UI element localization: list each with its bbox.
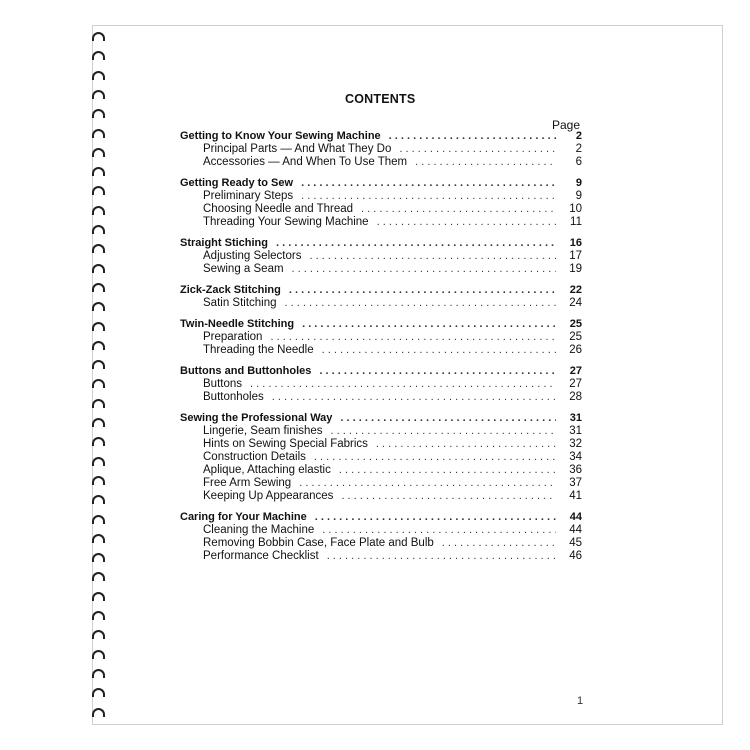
toc-section: [180, 177, 582, 229]
section-entry: [180, 250, 582, 263]
section-entry: [180, 263, 582, 276]
dot-leader: [301, 190, 556, 203]
dot-leader: [270, 331, 556, 344]
dot-leader: [339, 464, 556, 477]
entry-page-number: 36: [569, 464, 582, 476]
entry-page-number: 34: [569, 451, 582, 463]
section-entry: [180, 143, 582, 156]
spiral-binding: [92, 28, 112, 723]
binding-ring: [92, 457, 105, 466]
page-column-header: Page: [552, 118, 581, 132]
dot-leader: [340, 412, 556, 425]
section-heading: [180, 365, 582, 378]
binding-ring: [92, 399, 105, 408]
binding-ring: [92, 572, 105, 581]
binding-ring: [92, 322, 105, 331]
entry-page-number: 27: [569, 378, 582, 390]
entry-page-number: 22: [569, 284, 582, 296]
section-entry: [180, 477, 582, 490]
entry-page-number: 44: [569, 524, 582, 536]
entry-label: Choosing Needle and Thread: [203, 203, 354, 215]
binding-ring: [92, 515, 105, 524]
section-gap: [180, 276, 582, 284]
toc-section: [180, 511, 582, 563]
section-gap: [180, 229, 582, 237]
dot-leader: [415, 156, 556, 169]
section-entry: [180, 297, 582, 310]
binding-ring: [92, 244, 105, 253]
entry-label: Aplique, Attaching elastic: [203, 464, 331, 476]
entry-page-number: 28: [569, 391, 582, 403]
section-entry: [180, 331, 582, 344]
binding-ring: [92, 360, 105, 369]
toc-section: [180, 412, 582, 503]
entry-page-number: 31: [569, 425, 582, 437]
entry-label: Construction Details: [203, 451, 306, 463]
section-heading: [180, 237, 582, 250]
dot-leader: [299, 477, 556, 490]
binding-ring: [92, 341, 105, 350]
binding-ring: [92, 32, 105, 41]
toc-section: [180, 130, 582, 169]
entry-page-number: 27: [569, 365, 582, 377]
entry-label: Satin Stitching: [203, 297, 277, 309]
section-heading: [180, 284, 582, 297]
section-entry: [180, 451, 582, 464]
entry-label: Twin-Needle Stitching: [180, 318, 295, 330]
entry-label: Cleaning the Machine: [203, 524, 315, 536]
binding-ring: [92, 167, 105, 176]
binding-ring: [92, 630, 105, 639]
entry-page-number: 44: [569, 511, 582, 523]
dot-leader: [331, 425, 556, 438]
entry-label: Principal Parts — And What They Do: [203, 143, 392, 155]
binding-ring: [92, 534, 105, 543]
section-entry: [180, 537, 582, 550]
entry-page-number: 2: [575, 130, 582, 142]
entry-page-number: 11: [570, 216, 582, 228]
section-heading: [180, 177, 582, 190]
entry-label: Getting to Know Your Sewing Machine: [180, 130, 381, 142]
entry-label: Removing Bobbin Case, Face Plate and Bulb: [203, 537, 434, 549]
dot-leader: [341, 490, 556, 503]
section-heading: [180, 130, 582, 143]
binding-ring: [92, 592, 105, 601]
binding-ring: [92, 71, 105, 80]
binding-ring: [92, 129, 105, 138]
section-entry: [180, 550, 582, 563]
dot-leader: [301, 177, 556, 190]
dot-leader: [399, 143, 556, 156]
section-gap: [180, 503, 582, 511]
dot-leader: [292, 263, 556, 276]
binding-ring: [92, 437, 105, 446]
dot-leader: [442, 537, 556, 550]
entry-page-number: 6: [575, 156, 582, 168]
binding-ring: [92, 553, 105, 562]
entry-page-number: 26: [569, 344, 582, 356]
entry-page-number: 2: [575, 143, 582, 155]
entry-label: Zick-Zack Stitching: [180, 284, 281, 296]
dot-leader: [289, 284, 556, 297]
entry-label: Threading Your Sewing Machine: [203, 216, 369, 228]
section-heading: [180, 511, 582, 524]
binding-ring: [92, 611, 105, 620]
binding-ring: [92, 90, 105, 99]
dot-leader: [322, 524, 556, 537]
entry-label: Lingerie, Seam finishes: [203, 425, 323, 437]
section-entry: [180, 391, 582, 404]
page-footer-mark: 1: [577, 695, 584, 707]
binding-ring: [92, 688, 105, 697]
binding-ring: [92, 476, 105, 485]
entry-page-number: 9: [575, 190, 582, 202]
entry-page-number: 25: [569, 318, 582, 330]
entry-page-number: 31: [569, 412, 582, 424]
section-entry: [180, 203, 582, 216]
binding-ring: [92, 186, 105, 195]
section-entry: [180, 344, 582, 357]
dot-leader: [389, 130, 556, 143]
dot-leader: [319, 365, 556, 378]
dot-leader: [327, 550, 556, 563]
toc-section: [180, 318, 582, 357]
section-gap: [180, 169, 582, 177]
entry-label: Performance Checklist: [203, 550, 319, 562]
entry-label: Straight Stiching: [180, 237, 268, 249]
binding-ring: [92, 264, 105, 273]
dot-leader: [250, 378, 556, 391]
entry-page-number: 17: [569, 250, 582, 262]
entry-label: Sewing the Professional Way: [180, 412, 333, 424]
entry-page-number: 46: [569, 550, 582, 562]
entry-page-number: 32: [569, 438, 582, 450]
section-gap: [180, 357, 582, 365]
section-entry: [180, 190, 582, 203]
entry-label: Buttons: [203, 378, 242, 390]
table-of-contents: [180, 130, 582, 563]
entry-label: Caring for Your Machine: [180, 511, 307, 523]
entry-page-number: 24: [569, 297, 582, 309]
entry-label: Threading the Needle: [203, 344, 314, 356]
section-entry: [180, 438, 582, 451]
dot-leader: [276, 237, 556, 250]
section-entry: [180, 425, 582, 438]
entry-page-number: 25: [569, 331, 582, 343]
dot-leader: [322, 344, 556, 357]
entry-label: Preliminary Steps: [203, 190, 294, 202]
entry-label: Getting Ready to Sew: [180, 177, 294, 189]
entry-page-number: 41: [569, 490, 582, 502]
section-heading: [180, 412, 582, 425]
entry-label: Keeping Up Appearances: [203, 490, 334, 502]
binding-ring: [92, 669, 105, 678]
section-gap: [180, 310, 582, 318]
section-entry: [180, 216, 582, 229]
section-entry: [180, 378, 582, 391]
binding-ring: [92, 51, 105, 60]
entry-page-number: 45: [569, 537, 582, 549]
dot-leader: [377, 216, 556, 229]
entry-label: Free Arm Sewing: [203, 477, 292, 489]
entry-label: Preparation: [203, 331, 263, 343]
binding-ring: [92, 283, 105, 292]
binding-ring: [92, 109, 105, 118]
section-entry: [180, 524, 582, 537]
entry-label: Accessories — And When To Use Them: [203, 156, 408, 168]
binding-ring: [92, 708, 105, 717]
section-heading: [180, 318, 582, 331]
entry-page-number: 37: [569, 477, 582, 489]
binding-ring: [92, 225, 105, 234]
section-entry: [180, 156, 582, 169]
binding-ring: [92, 302, 105, 311]
entry-label: Sewing a Seam: [203, 263, 284, 275]
section-gap: [180, 404, 582, 412]
entry-page-number: 10: [569, 203, 582, 215]
entry-label: Buttonholes: [203, 391, 264, 403]
entry-page-number: 16: [569, 237, 582, 249]
dot-leader: [309, 250, 556, 263]
dot-leader: [361, 203, 556, 216]
entry-page-number: 9: [575, 177, 582, 189]
binding-ring: [92, 495, 105, 504]
dot-leader: [314, 451, 556, 464]
binding-ring: [92, 148, 105, 157]
binding-ring: [92, 418, 105, 427]
toc-section: [180, 284, 582, 310]
dot-leader: [315, 511, 556, 524]
section-entry: [180, 464, 582, 477]
dot-leader: [285, 297, 556, 310]
dot-leader: [302, 318, 556, 331]
binding-ring: [92, 650, 105, 659]
dot-leader: [376, 438, 556, 451]
binding-ring: [92, 206, 105, 215]
entry-label: Hints on Sewing Special Fabrics: [203, 438, 368, 450]
entry-label: Adjusting Selectors: [203, 250, 302, 262]
toc-section: [180, 237, 582, 276]
page-title: CONTENTS: [345, 92, 416, 106]
entry-label: Buttons and Buttonholes: [180, 365, 312, 377]
binding-ring: [92, 379, 105, 388]
dot-leader: [272, 391, 556, 404]
entry-page-number: 19: [569, 263, 582, 275]
toc-section: [180, 365, 582, 404]
section-entry: [180, 490, 582, 503]
